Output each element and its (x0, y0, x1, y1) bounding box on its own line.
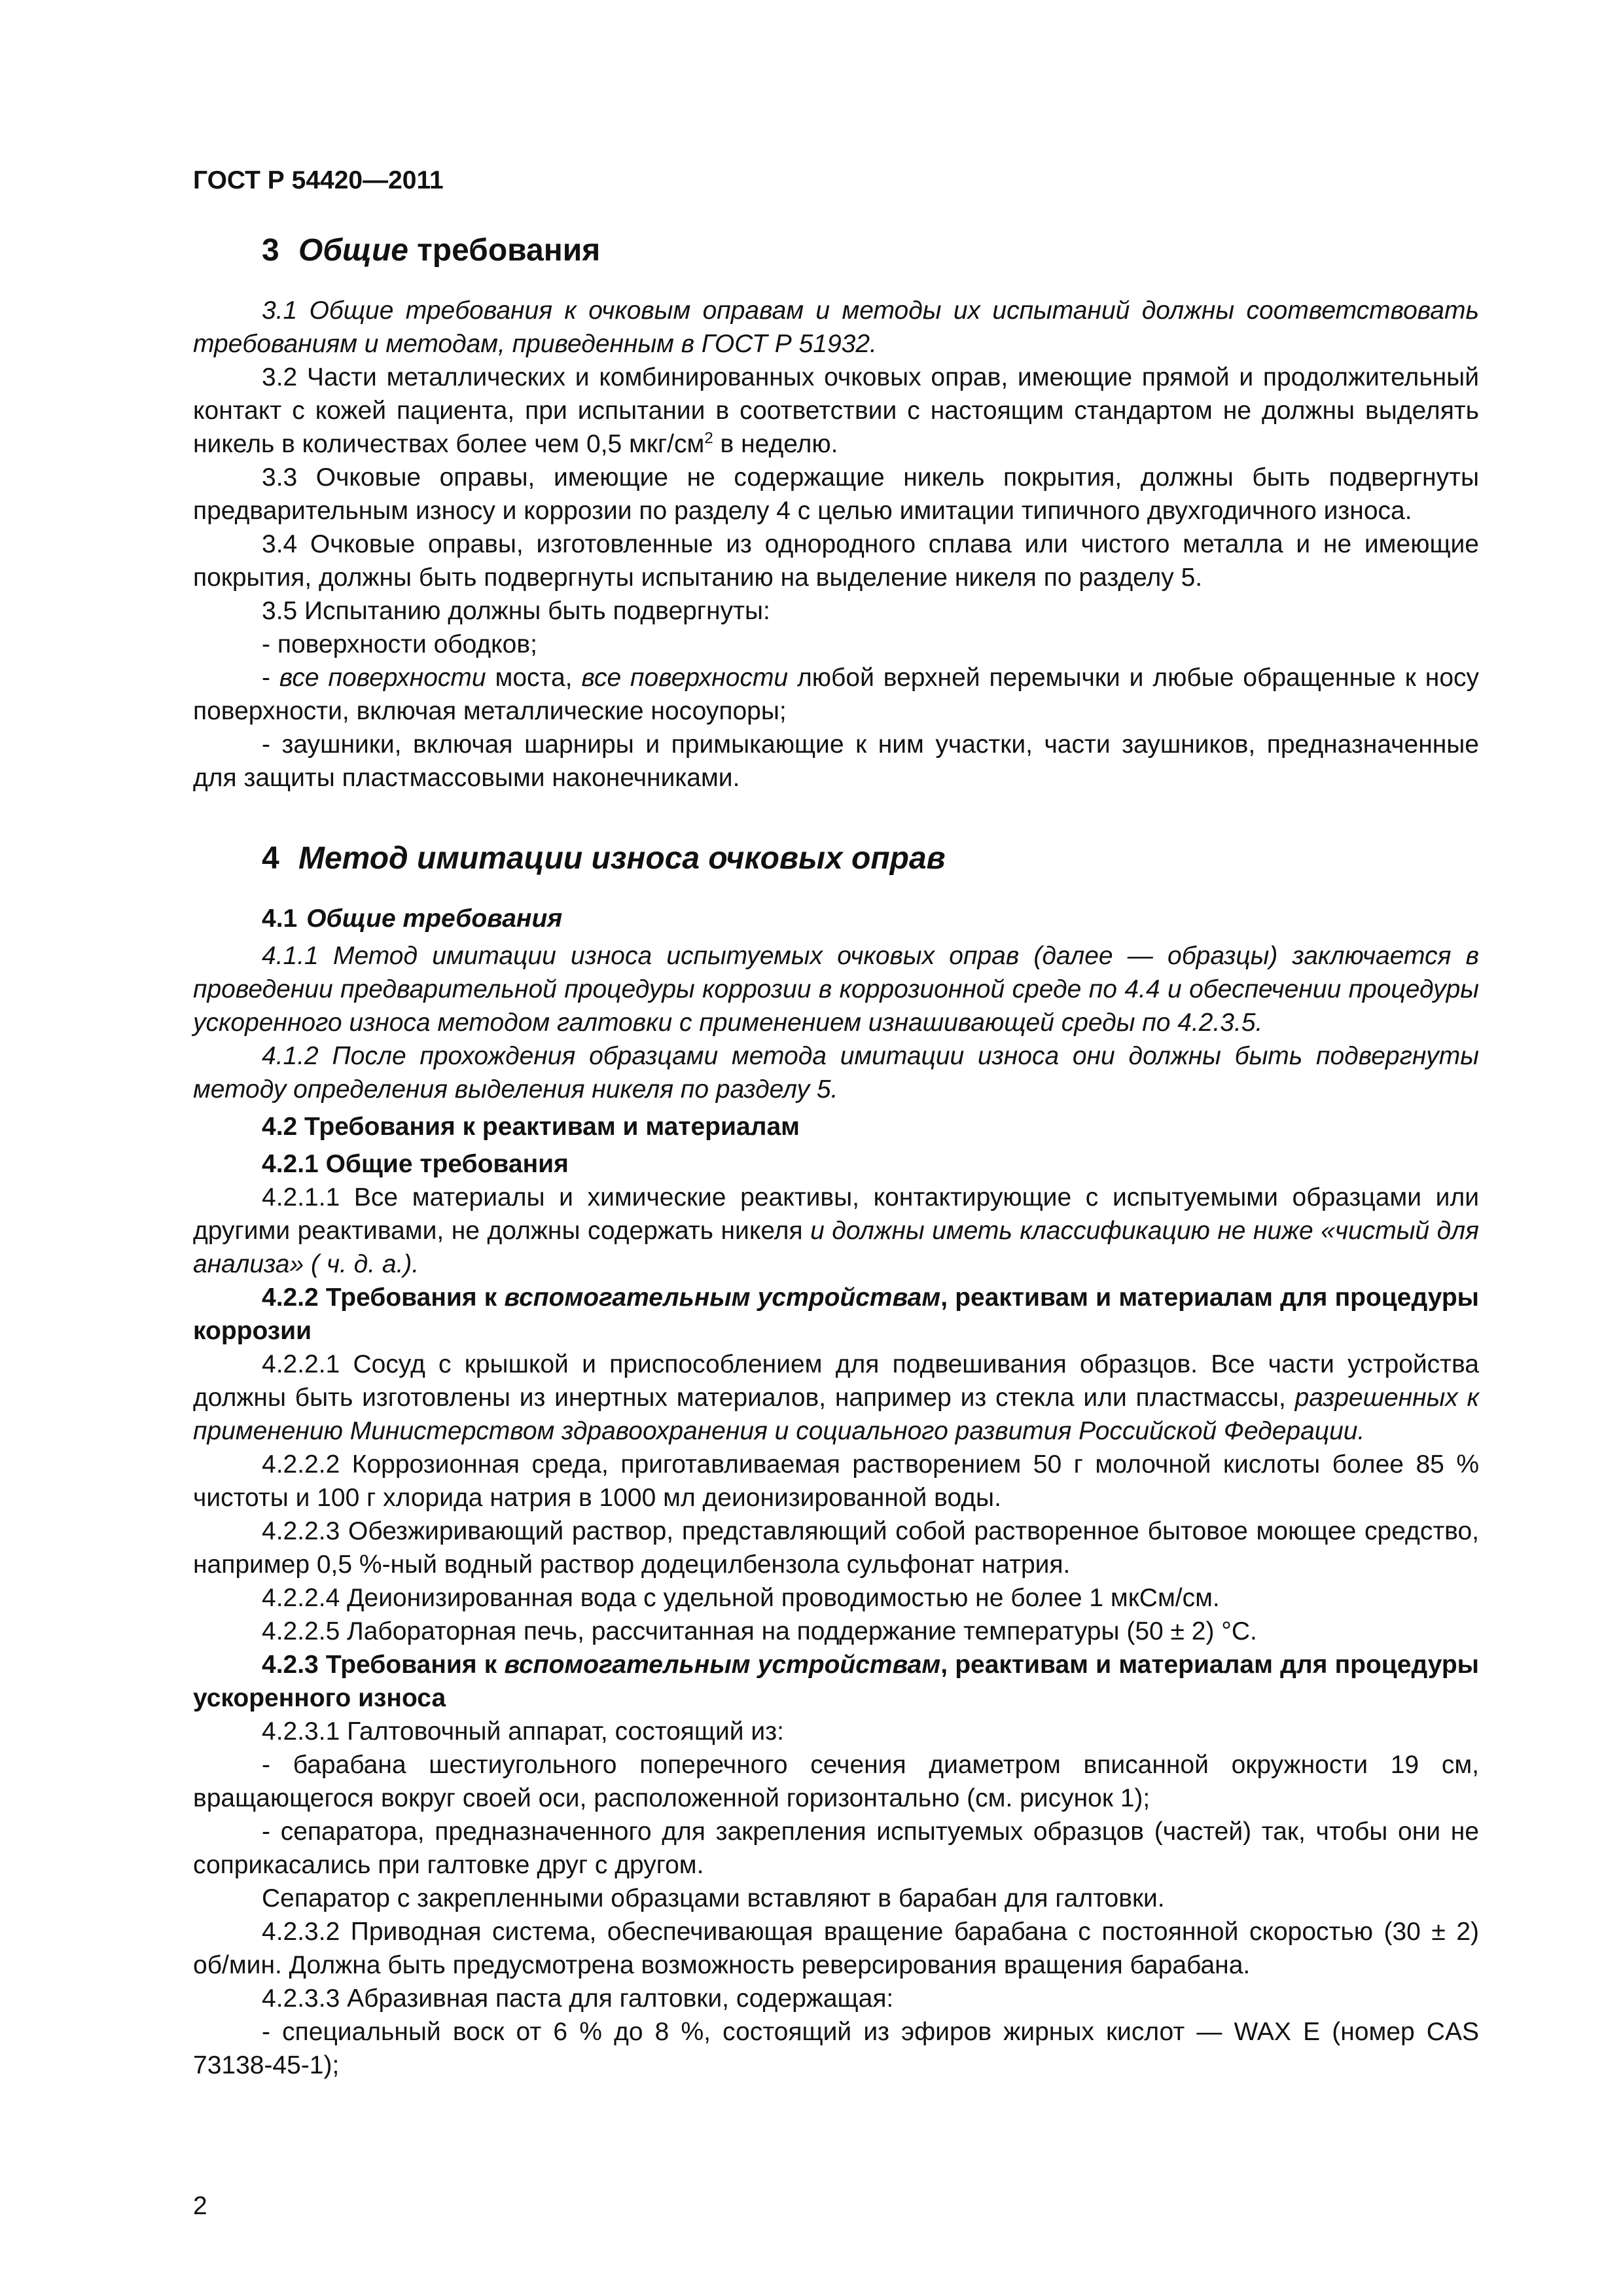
list-item: - специальный воск от 6 % до 8 %, состоящий из эфиров жирных кислот — WAX E (номер CAS 73138-45-1); (193, 2018, 1479, 2079)
clause-text: Сепаратор с закрепленными образцами вставляют в барабан для галтовки. (262, 1884, 1165, 1912)
subsection-4-2-1-heading: 4.2.1 Общие требования (262, 1150, 569, 1178)
section-number: 3 (262, 233, 279, 268)
subsection-4-2-2-heading: 4.2.2 Требования к вспомогательным устройствам, реактивам и материалам для процедуры коррозии (193, 1283, 1479, 1345)
document-code: ГОСТ Р 54420—2011 (193, 166, 444, 194)
clause-4-2-3-1: 4.2.3.1 Галтовочный аппарат, состоящий из: (262, 1717, 784, 1746)
clause-4-2-2-4: 4.2.2.4 Деионизированная вода с удельной проводимостью не более 1 мкСм/см. (262, 1584, 1220, 1612)
subsection-4-2-heading: 4.2 Требования к реактивам и материалам (262, 1113, 800, 1141)
list-item: - заушники, включая шарниры и примыкающие к ним участки, части заушников, предназначенные для защиты пластмассовыми наконечниками. (193, 730, 1479, 792)
list-item: - сепаратора, предназначенного для закрепления испытуемых образцов (частей) так, чтобы они не соприкасались при галтовке друг с другом. (193, 1818, 1479, 1879)
clause-3-4: 3.4 Очковые оправы, изготовленные из однородного сплава или чистого металла и не имеющие покрытия, должны быть подвергнуты испытанию на выделение никеля по разделу 5. (193, 530, 1479, 592)
clause-3-3: 3.3 Очковые оправы, имеющие не содержащие никель покрытия, должны быть подвергнуты предварительным износу и коррозии по разделу 4 с целью имитации типичного двухгодичного износа. (193, 463, 1479, 525)
subsection-4-2-3-heading: 4.2.3 Требования к вспомогательным устройствам, реактивам и материалам для процедуры ускоренного износа (193, 1651, 1479, 1712)
clause-4-2-2-1: 4.2.2.1 Сосуд с крышкой и приспособлением для подвешивания образцов. Все части устройства должны быть изготовлены из инертных материалов, например из стекла или пластмассы, разрешенных к применению Министерством здравоохранения и социального развития Российской Федерации. (193, 1350, 1479, 1445)
clause-4-2-2-3: 4.2.2.3 Обезжиривающий раствор, представляющий собой растворенное бытовое моющее средство, например 0,5 %-ный водный раствор додецилбензола сульфонат натрия. (193, 1517, 1479, 1579)
list-item: - барабана шестиугольного поперечного сечения диаметром вписанной окружности 19 см, вращающегося вокруг своей оси, расположенной горизонтально (см. рисунок 1); (193, 1751, 1479, 1812)
list-item: - поверхности ободков; (262, 630, 537, 658)
section-4-heading (262, 839, 1479, 878)
section-title-rest: требования (408, 233, 601, 268)
clause-4-2-3-2: 4.2.3.2 Приводная система, обеспечивающая вращение барабана с постоянной скоростью (30 ± 2) об/мин. Должна быть предусмотрена возможность реверсирования вращения барабана. (193, 1918, 1479, 1979)
section-title-italic: Общие (298, 233, 408, 268)
page-number: 2 (193, 2192, 207, 2220)
subsection-4-1-heading: 4.1 Общие требования (262, 905, 563, 933)
clause-4-2-2-5: 4.2.2.5 Лабораторная печь, рассчитанная на поддержание температуры (50 ± 2) °С. (262, 1617, 1257, 1645)
clause-4-1-2: 4.1.2 После прохождения образцами метода имитации износа они должны быть подвергнуты методу определения выделения никеля по разделу 5. (193, 1042, 1479, 1103)
list-item: - все поверхности моста, все поверхности любой верхней перемычки и любые обращенные к носу поверхности, включая металлические носоупоры; (193, 664, 1480, 725)
clause-3-5: 3.5 Испытанию должны быть подвергнуты: (262, 597, 770, 625)
section-3-heading (262, 231, 1479, 270)
clause-4-2-1-1: 4.2.1.1 Все материалы и химические реактивы, контактирующие с испытуемыми образцами или другими реактивами, не должны содержать никеля и должны иметь классификацию не ниже «чистый для анализа» ( ч. д. а.). (193, 1183, 1480, 1278)
clause-3-1: 3.1 Общие требования к очковым оправам и методы их испытаний должны соответствовать требованиям и методам, приведенным в ГОСТ Р 51932. (193, 296, 1479, 358)
clause-3-2: 3.2 Части металлических и комбинированных очковых оправ, имеющие прямой и продолжительный контакт с кожей пациента, при испытании в соответствии с настоящим стандартом не должны выделять никель в количествах более чем 0,5 мкг/$см^2$ в неделю. (193, 363, 1479, 458)
section-title: Метод имитации износа очковых оправ (298, 841, 946, 876)
clause-4-1-1: 4.1.1 Метод имитации износа испытуемых очковых оправ (далее — образцы) заключается в проведении предварительной процедуры коррозии в коррозионной среде по 4.4 и обеспечении процедуры ускоренного износа методом галтовки с применением изнашивающей среды по 4.2.3.5. (193, 942, 1479, 1037)
section-number: 4 (262, 841, 279, 876)
clause-4-2-3-3: 4.2.3.3 Абразивная паста для галтовки, содержащая: (262, 1984, 894, 2013)
clause-4-2-2-2: 4.2.2.2 Коррозионная среда, приготавливаемая растворением 50 г молочной кислоты более 85 % чистоты и 100 г хлорида натрия в 1000 мл деионизированной воды. (193, 1450, 1479, 1512)
